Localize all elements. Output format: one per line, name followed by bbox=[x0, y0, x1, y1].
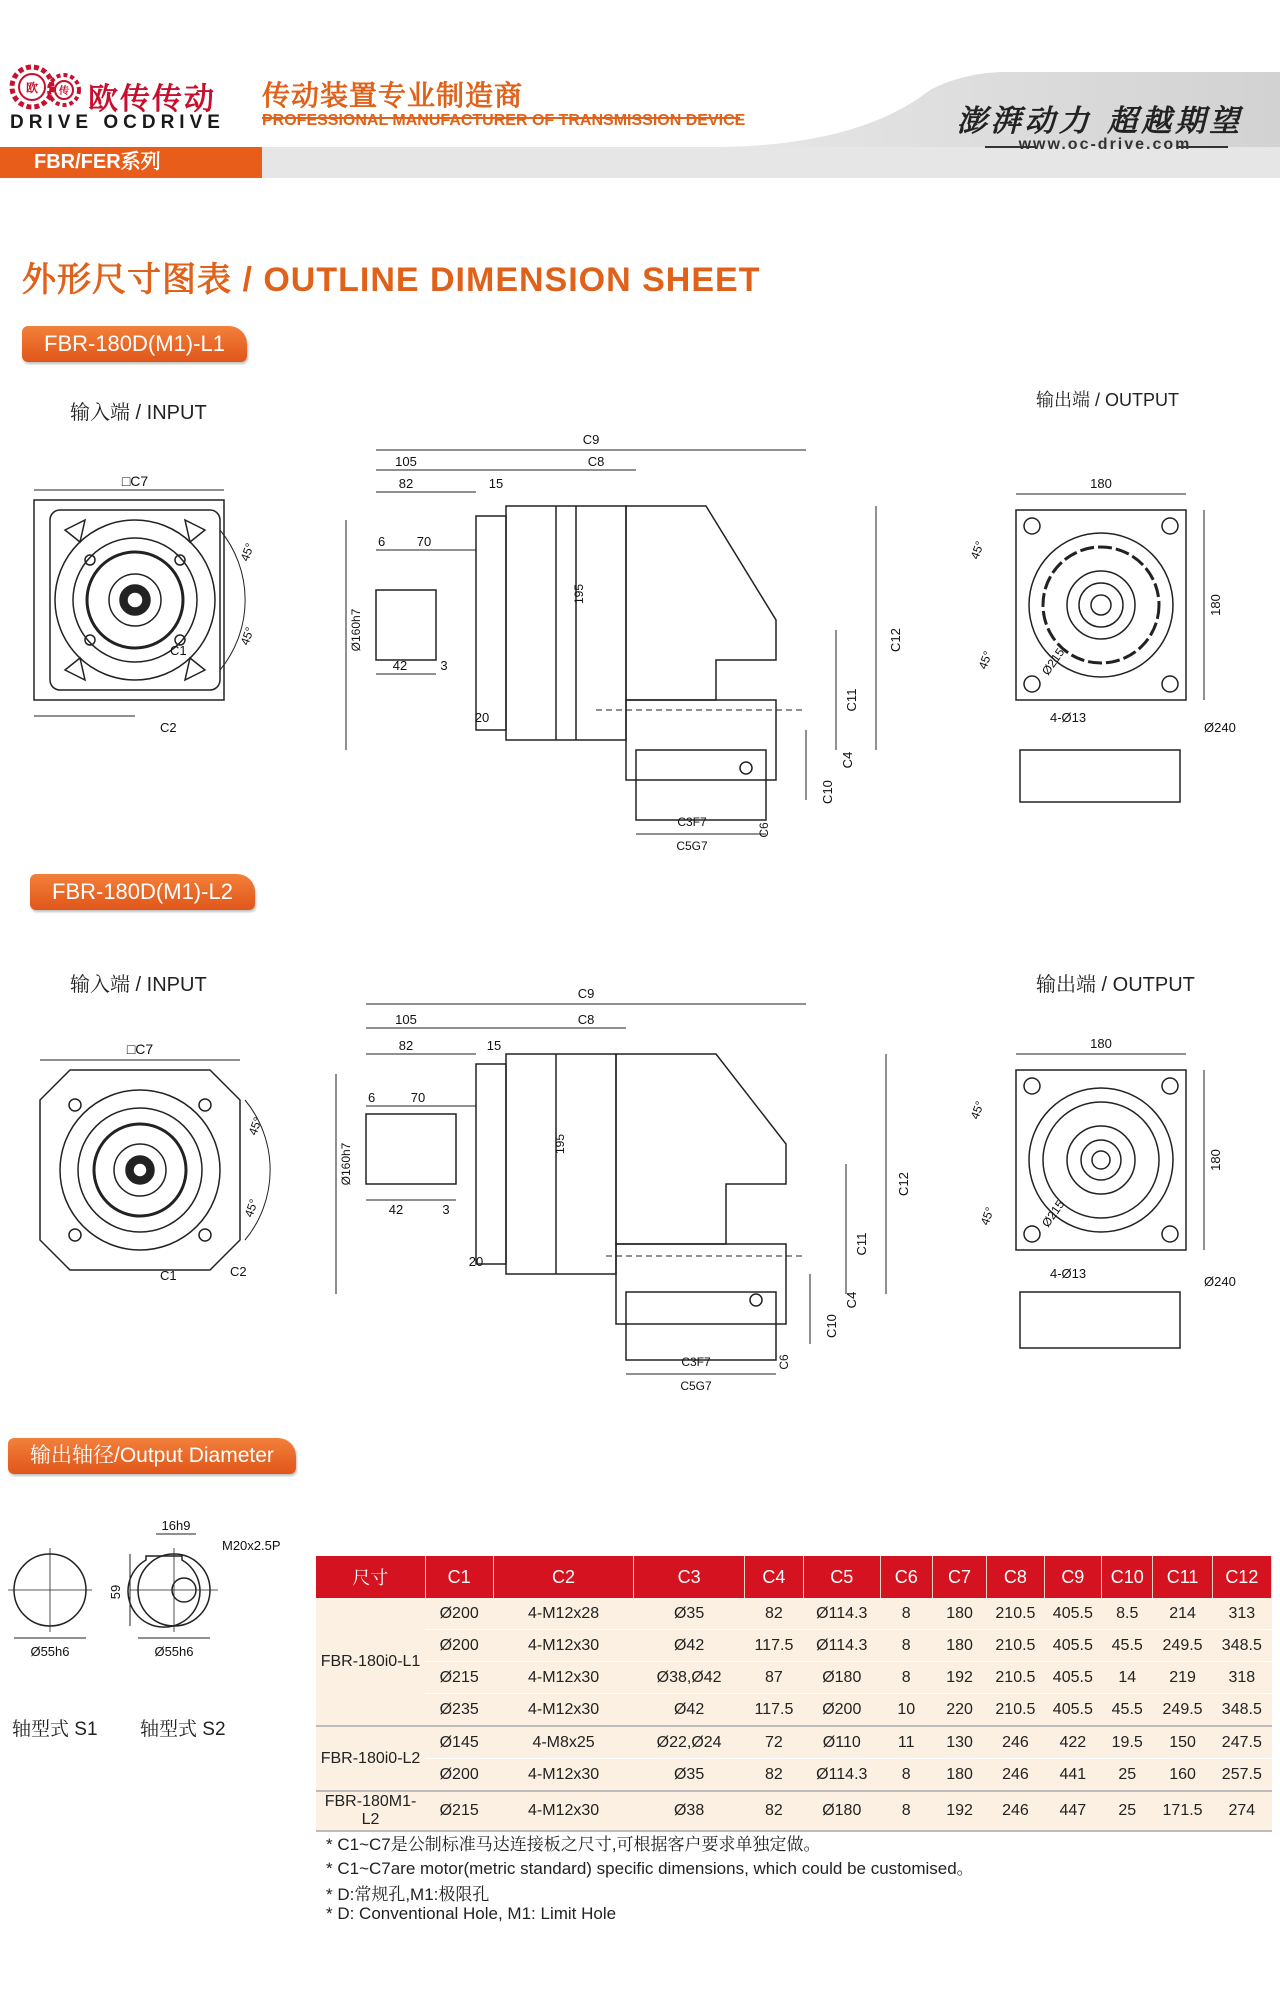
company-name-en: DRIVE OCDRIVE bbox=[10, 112, 225, 133]
table-cell: 220 bbox=[932, 1694, 986, 1727]
table-cell: 8 bbox=[880, 1598, 932, 1630]
col-header: C1 bbox=[425, 1556, 493, 1598]
dim-c2-l1: C2 bbox=[160, 720, 177, 735]
table-cell: Ø38 bbox=[634, 1791, 745, 1831]
dim-c1-l2: C1 bbox=[160, 1268, 177, 1283]
table-cell: 150 bbox=[1153, 1726, 1212, 1759]
table-cell: 87 bbox=[744, 1662, 803, 1694]
dim-c12-l2: C12 bbox=[896, 1172, 911, 1196]
col-header: C3 bbox=[634, 1556, 745, 1598]
dim-d160-l1: Ø160h7 bbox=[349, 608, 363, 652]
svg-text:欧: 欧 bbox=[25, 81, 39, 95]
input-flange-view-l2 bbox=[20, 1040, 280, 1290]
table-cell: 82 bbox=[744, 1598, 803, 1630]
output-view-label-l1: 输出端 / OUTPUT bbox=[1036, 390, 1179, 410]
output-dim-d240-l2: Ø240 bbox=[1204, 1274, 1236, 1289]
dim-c6-l2: C6 bbox=[777, 1354, 791, 1370]
dim-c7-l1: □C7 bbox=[121, 473, 149, 489]
dim-70-l1: 70 bbox=[416, 534, 432, 549]
table-row bbox=[316, 1662, 1272, 1694]
output-dim-180-top-l2: 180 bbox=[1090, 1036, 1112, 1051]
shaft-s2-diameter: Ø55h6 bbox=[154, 1644, 194, 1659]
table-cell: 405.5 bbox=[1044, 1630, 1101, 1662]
table-cell: 25 bbox=[1102, 1759, 1153, 1792]
dim-c7-l2: □C7 bbox=[126, 1041, 154, 1057]
table-cell: Ø180 bbox=[803, 1662, 880, 1694]
table-cell: Ø38,Ø42 bbox=[634, 1662, 745, 1694]
table-cell: 4-M12x28 bbox=[493, 1598, 634, 1630]
table-cell: Ø35 bbox=[634, 1598, 745, 1630]
dim-c5-l2: C5G7 bbox=[680, 1379, 712, 1393]
slogan-en: PROFESSIONAL MANUFACTURER OF TRANSMISSION DEVICE bbox=[262, 112, 746, 129]
table-cell: Ø235 bbox=[425, 1694, 493, 1727]
shaft-s2-thread: M20x2.5P bbox=[222, 1538, 281, 1553]
col-header: C9 bbox=[1044, 1556, 1101, 1598]
dim-c11-l1: C11 bbox=[844, 688, 859, 712]
dim-c3-l1: C3F7 bbox=[677, 815, 707, 829]
dim-c8-l1: C8 bbox=[587, 454, 605, 469]
output-view-label-l2: 输出端 / OUTPUT bbox=[1036, 974, 1195, 996]
table-cell: 8 bbox=[880, 1791, 932, 1831]
table-cell: 214 bbox=[1153, 1598, 1212, 1630]
table-cell: 72 bbox=[744, 1726, 803, 1759]
table-cell: 117.5 bbox=[744, 1694, 803, 1727]
dim-42-l1: 42 bbox=[392, 658, 408, 673]
table-cell: 171.5 bbox=[1153, 1791, 1212, 1831]
dim-70-l2: 70 bbox=[410, 1090, 426, 1105]
table-cell: 10 bbox=[880, 1694, 932, 1727]
table-cell: Ø145 bbox=[425, 1726, 493, 1759]
output-flange-view-l2 bbox=[968, 1030, 1238, 1360]
col-header: C11 bbox=[1153, 1556, 1212, 1598]
table-cell: Ø22,Ø24 bbox=[634, 1726, 745, 1759]
dim-c2-l2: C2 bbox=[230, 1264, 247, 1279]
table-cell: 219 bbox=[1153, 1662, 1212, 1694]
table-cell: 180 bbox=[932, 1759, 986, 1792]
output-dim-d240-l1: Ø240 bbox=[1204, 720, 1236, 735]
table-cell: Ø200 bbox=[425, 1759, 493, 1792]
output-dim-holes-l2: 4-Ø13 bbox=[1050, 1266, 1087, 1281]
note-cn-custom: * C1~C7是公制标准马达连接板之尺寸,可根据客户要求单独定做。 bbox=[326, 1835, 821, 1854]
col-header: C2 bbox=[493, 1556, 634, 1598]
table-cell: Ø114.3 bbox=[803, 1598, 880, 1630]
table-cell: Ø114.3 bbox=[803, 1630, 880, 1662]
dim-3-l2: 3 bbox=[442, 1202, 450, 1217]
dim-c4-l2: C4 bbox=[844, 1291, 859, 1309]
col-header: C8 bbox=[987, 1556, 1044, 1598]
table-cell: 8 bbox=[880, 1759, 932, 1792]
table-cell: 4-M8x25 bbox=[493, 1726, 634, 1759]
output-angle-45a-l2: 45° bbox=[967, 1099, 988, 1122]
table-cell: 4-M12x30 bbox=[493, 1791, 634, 1831]
model-cell: FBR-180M1-L2 bbox=[316, 1791, 425, 1831]
output-dim-180-right-l2: 180 bbox=[1208, 1149, 1223, 1171]
series-tab: FBR/FER系列 bbox=[0, 147, 262, 178]
table-row bbox=[316, 1630, 1272, 1662]
output-dim-d215-l1: Ø215 bbox=[1038, 645, 1068, 678]
table-cell: Ø114.3 bbox=[803, 1759, 880, 1792]
output-diameter-title: 输出轴径/Output Diameter bbox=[8, 1438, 296, 1474]
dim-c9-l2: C9 bbox=[577, 986, 595, 1001]
shaft-s1-diameter: Ø55h6 bbox=[30, 1644, 70, 1659]
table-cell: 210.5 bbox=[987, 1630, 1044, 1662]
table-cell: 180 bbox=[932, 1598, 986, 1630]
table-cell: Ø35 bbox=[634, 1759, 745, 1792]
dim-c6-l1: C6 bbox=[757, 822, 771, 838]
table-cell: 45.5 bbox=[1102, 1630, 1153, 1662]
dim-c1-l1: C1 bbox=[170, 643, 187, 658]
note-cn-hole: * D:常规孔,M1:极限孔 bbox=[326, 1885, 490, 1904]
dim-angle-45b-l2: 45° bbox=[241, 1197, 262, 1220]
dim-82-l2: 82 bbox=[398, 1038, 414, 1053]
company-motto: 澎湃动力 超越期望 bbox=[956, 104, 1244, 139]
table-cell: Ø215 bbox=[425, 1662, 493, 1694]
col-header: C4 bbox=[744, 1556, 803, 1598]
shaft-type-s1-label: 轴型式 S1 bbox=[12, 1719, 98, 1740]
shaft-type-s2-label: 轴型式 S2 bbox=[140, 1719, 226, 1740]
table-cell: 405.5 bbox=[1044, 1662, 1101, 1694]
dim-c11-l2: C11 bbox=[854, 1232, 869, 1256]
dim-angle-45a-l1: 45° bbox=[237, 541, 258, 564]
table-cell: Ø110 bbox=[803, 1726, 880, 1759]
table-cell: Ø42 bbox=[634, 1630, 745, 1662]
table-cell: 11 bbox=[880, 1726, 932, 1759]
col-header: C10 bbox=[1102, 1556, 1153, 1598]
company-website: www.oc-drive.com bbox=[1018, 136, 1192, 153]
table-cell: 348.5 bbox=[1212, 1694, 1271, 1727]
col-header: C6 bbox=[880, 1556, 932, 1598]
table-cell: Ø180 bbox=[803, 1791, 880, 1831]
model-label-l2: FBR-180D(M1)-L2 bbox=[30, 874, 255, 910]
table-cell: 246 bbox=[987, 1726, 1044, 1759]
slogan-cn: 传动装置专业制造商 bbox=[262, 80, 524, 111]
input-flange-view-l1 bbox=[20, 470, 270, 740]
dim-15-l1: 15 bbox=[488, 476, 504, 491]
table-cell: 422 bbox=[1044, 1726, 1101, 1759]
input-view-label-l1: 输入端 / INPUT bbox=[70, 402, 207, 424]
dim-105-l2: 105 bbox=[395, 1012, 417, 1027]
dim-3-l1: 3 bbox=[440, 658, 448, 673]
model-cell: FBR-180i0-L2 bbox=[316, 1726, 425, 1791]
dim-15-l2: 15 bbox=[486, 1038, 502, 1053]
shaft-s2-key-width: 16h9 bbox=[161, 1518, 191, 1533]
output-dim-d215-l2: Ø215 bbox=[1038, 1197, 1068, 1230]
table-cell: 8 bbox=[880, 1630, 932, 1662]
company-name-cn: 欧传传动 bbox=[88, 83, 216, 116]
dim-42-l2: 42 bbox=[388, 1202, 404, 1217]
table-cell: 130 bbox=[932, 1726, 986, 1759]
note-en-custom: * C1~C7are motor(metric standard) specific dimensions, which could be customised。 bbox=[326, 1859, 974, 1878]
table-cell: 318 bbox=[1212, 1662, 1271, 1694]
output-angle-45a-l1: 45° bbox=[967, 539, 988, 562]
table-cell: Ø42 bbox=[634, 1694, 745, 1727]
dim-angle-45b-l1: 45° bbox=[237, 625, 258, 648]
side-view-l1 bbox=[336, 430, 936, 870]
output-shaft-types bbox=[6, 1520, 306, 1720]
dim-6-l2: 6 bbox=[368, 1090, 376, 1105]
table-row bbox=[316, 1726, 1272, 1759]
dim-angle-45a-l2: 45° bbox=[245, 1115, 266, 1138]
svg-text:传: 传 bbox=[59, 86, 69, 97]
table-cell: 441 bbox=[1044, 1759, 1101, 1792]
col-header: C5 bbox=[803, 1556, 880, 1598]
table-cell: 249.5 bbox=[1153, 1630, 1212, 1662]
table-cell: 4-M12x30 bbox=[493, 1630, 634, 1662]
table-cell: 210.5 bbox=[987, 1694, 1044, 1727]
table-cell: 405.5 bbox=[1044, 1694, 1101, 1727]
table-cell: 348.5 bbox=[1212, 1630, 1271, 1662]
table-cell: 4-M12x30 bbox=[493, 1662, 634, 1694]
note-en-hole: * D: Conventional Hole, M1: Limit Hole bbox=[326, 1904, 617, 1923]
table-cell: 117.5 bbox=[744, 1630, 803, 1662]
table-cell: 19.5 bbox=[1102, 1726, 1153, 1759]
section-title: 外形尺寸图表 / OUTLINE DIMENSION SHEET bbox=[22, 261, 761, 299]
dim-20-l2: 20 bbox=[468, 1254, 484, 1269]
dim-c4-l1: C4 bbox=[840, 751, 855, 769]
table-cell: 249.5 bbox=[1153, 1694, 1212, 1727]
dim-c10-l1: C10 bbox=[820, 780, 835, 804]
dim-c5-l1: C5G7 bbox=[676, 839, 708, 853]
table-cell: 257.5 bbox=[1212, 1759, 1271, 1792]
output-angle-45b-l2: 45° bbox=[977, 1205, 998, 1228]
dim-105-l1: 105 bbox=[395, 454, 417, 469]
table-cell: 192 bbox=[932, 1791, 986, 1831]
table-cell: 160 bbox=[1153, 1759, 1212, 1792]
model-cell: FBR-180i0-L1 bbox=[316, 1598, 425, 1726]
table-cell: 25 bbox=[1102, 1791, 1153, 1831]
model-label-l1: FBR-180D(M1)-L1 bbox=[22, 326, 247, 362]
spec-table bbox=[316, 1556, 1272, 1832]
dim-82-l1: 82 bbox=[398, 476, 414, 491]
table-row bbox=[316, 1694, 1272, 1727]
output-angle-45b-l1: 45° bbox=[975, 649, 996, 672]
table-row bbox=[316, 1759, 1272, 1792]
table-cell: 246 bbox=[987, 1791, 1044, 1831]
input-view-label-l2: 输入端 / INPUT bbox=[70, 974, 207, 996]
table-cell: 8.5 bbox=[1102, 1598, 1153, 1630]
output-flange-view-l1 bbox=[968, 470, 1238, 810]
output-dim-holes-l1: 4-Ø13 bbox=[1050, 710, 1087, 725]
table-cell: 405.5 bbox=[1044, 1598, 1101, 1630]
dim-195-l2: 195 bbox=[553, 1133, 567, 1155]
table-cell: 192 bbox=[932, 1662, 986, 1694]
table-cell: 82 bbox=[744, 1791, 803, 1831]
col-header: C7 bbox=[932, 1556, 986, 1598]
dim-d160-l2: Ø160h7 bbox=[339, 1142, 353, 1186]
dim-6-l1: 6 bbox=[378, 534, 386, 549]
col-header: 尺寸 bbox=[316, 1556, 425, 1598]
table-cell: 210.5 bbox=[987, 1598, 1044, 1630]
dim-c10-l2: C10 bbox=[824, 1314, 839, 1338]
table-cell: 8 bbox=[880, 1662, 932, 1694]
output-dim-180-top-l1: 180 bbox=[1090, 476, 1112, 491]
company-logo-gear-icon bbox=[6, 62, 86, 112]
table-cell: 4-M12x30 bbox=[493, 1759, 634, 1792]
table-cell: 82 bbox=[744, 1759, 803, 1792]
table-row bbox=[316, 1791, 1272, 1831]
table-cell: 4-M12x30 bbox=[493, 1694, 634, 1727]
dim-c9-l1: C9 bbox=[582, 432, 600, 447]
table-row bbox=[316, 1598, 1272, 1630]
dim-20-l1: 20 bbox=[474, 710, 490, 725]
shaft-s2-height: 59 bbox=[108, 1584, 123, 1600]
dim-c12-l1: C12 bbox=[888, 628, 903, 652]
table-cell: Ø215 bbox=[425, 1791, 493, 1831]
table-cell: 447 bbox=[1044, 1791, 1101, 1831]
table-cell: 246 bbox=[987, 1759, 1044, 1792]
side-view-l2 bbox=[326, 974, 926, 1404]
dim-c8-l2: C8 bbox=[577, 1012, 595, 1027]
dim-195-l1: 195 bbox=[572, 583, 586, 605]
table-header-row bbox=[316, 1556, 1272, 1598]
table-cell: 313 bbox=[1212, 1598, 1271, 1630]
output-dim-180-right-l1: 180 bbox=[1208, 594, 1223, 616]
table-cell: Ø200 bbox=[425, 1598, 493, 1630]
table-cell: 14 bbox=[1102, 1662, 1153, 1694]
table-cell: Ø200 bbox=[425, 1630, 493, 1662]
dim-c3-l2: C3F7 bbox=[681, 1355, 711, 1369]
col-header: C12 bbox=[1212, 1556, 1271, 1598]
table-cell: 210.5 bbox=[987, 1662, 1044, 1694]
table-cell: 274 bbox=[1212, 1791, 1271, 1831]
table-cell: 45.5 bbox=[1102, 1694, 1153, 1727]
table-cell: 180 bbox=[932, 1630, 986, 1662]
table-cell: Ø200 bbox=[803, 1694, 880, 1727]
table-cell: 247.5 bbox=[1212, 1726, 1271, 1759]
